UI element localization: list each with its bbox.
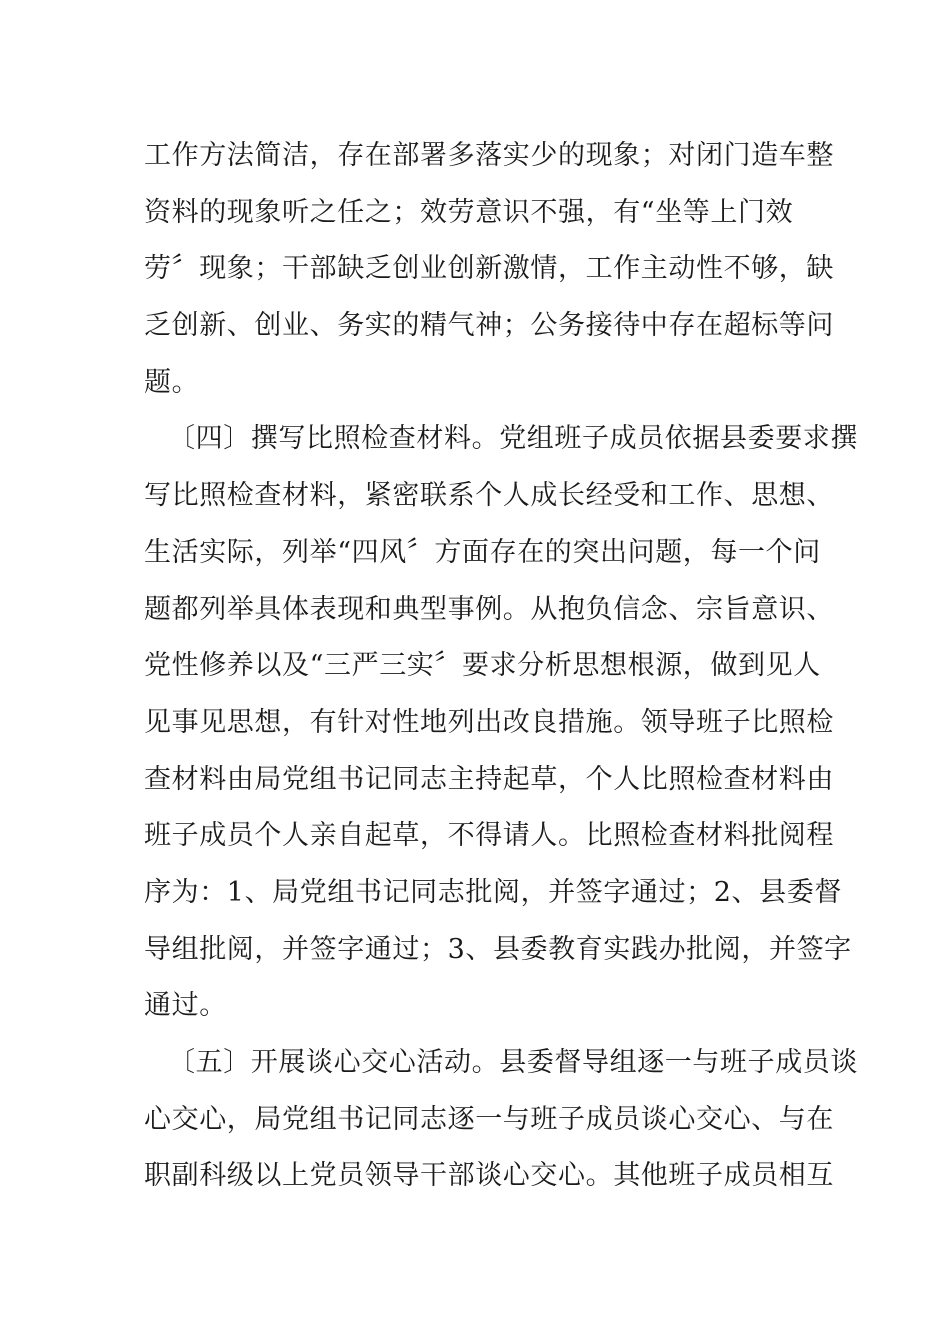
text-line: 序为：1、局党组书记同志批阅，并签字通过；2、县委督 bbox=[144, 876, 842, 908]
paragraph-3 bbox=[144, 1035, 858, 1205]
text-line: 心交心，局党组书记同志逐一与班子成员谈心交心、与在 bbox=[144, 1103, 834, 1135]
text-line: 劳〞现象；干部缺乏创业创新激情，工作主动性不够，缺 bbox=[144, 253, 834, 285]
paragraph-2 bbox=[144, 411, 858, 1035]
text-line: 题。 bbox=[144, 366, 200, 398]
text-line: 通过。 bbox=[144, 990, 227, 1022]
text-line: 工作方法简洁，存在部署多落实少的现象；对闭门造车整 bbox=[144, 140, 834, 171]
text-line: 乏创新、创业、务实的精气神；公务接待中存在超标等问 bbox=[144, 310, 834, 342]
text-line: 导组批阅，并签字通过；3、县委教育实践办批阅，并签字 bbox=[144, 933, 852, 965]
text-line: 查材料由局党组书记同志主持起草，个人比照检查材料由 bbox=[144, 763, 834, 795]
text-line: 〔五〕开展谈心交心活动。县委督导组逐一与班子成员谈 bbox=[168, 1047, 858, 1078]
text-line: 见事见思想，有针对性地列出改良措施。领导班子比照检 bbox=[144, 706, 834, 738]
paragraph-1 bbox=[144, 128, 834, 411]
text-line: 题都列举具体表现和典型事例。从抱负信念、宗旨意识、 bbox=[144, 593, 834, 625]
text-line: 写比照检查材料，紧密联系个人成长经受和工作、思想、 bbox=[144, 480, 834, 512]
document-body bbox=[144, 128, 858, 1205]
text-line: 党性修养以及“三严三实〞要求分析思想根源，做到见人 bbox=[144, 650, 821, 682]
text-line: 资料的现象听之任之；效劳意识不强，有“坐等上门效 bbox=[144, 196, 794, 228]
text-line: 班子成员个人亲自起草，不得请人。比照检查材料批阅程 bbox=[144, 820, 834, 852]
text-line: 生活实际，列举“四风〞方面存在的突出问题，每一个问 bbox=[144, 536, 821, 568]
text-line: 职副科级以上党员领导干部谈心交心。其他班子成员相互 bbox=[144, 1160, 834, 1192]
text-line: 〔四〕撰写比照检查材料。党组班子成员依据县委要求撰 bbox=[168, 423, 858, 455]
